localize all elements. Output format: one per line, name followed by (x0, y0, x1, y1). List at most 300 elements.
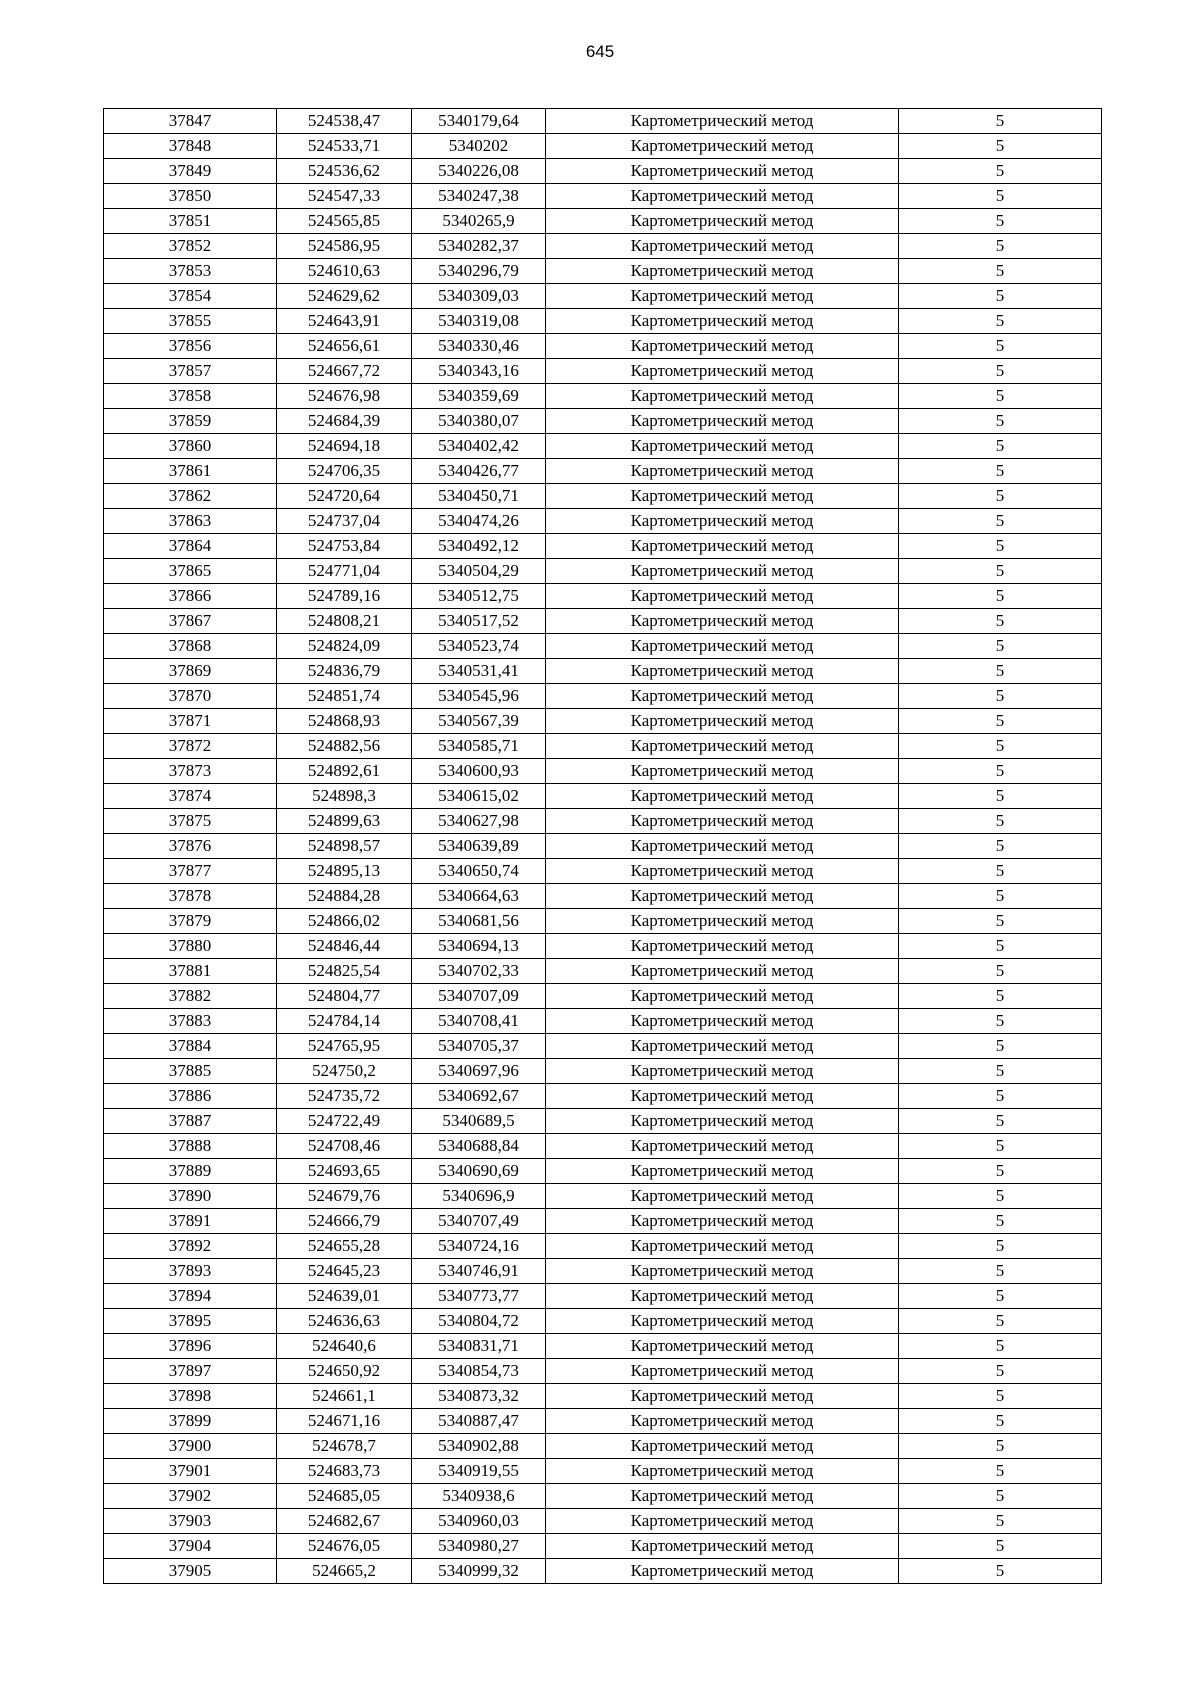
point-number-cell: 37856 (104, 334, 277, 359)
table-row (104, 309, 1102, 334)
point-number-cell: 37885 (104, 1059, 277, 1084)
point-number-cell: 37864 (104, 534, 277, 559)
x-coordinate-cell: 524665,2 (277, 1559, 412, 1584)
method-cell: Картометрический метод (546, 909, 899, 934)
method-cell: Картометрический метод (546, 634, 899, 659)
method-cell: Картометрический метод (546, 684, 899, 709)
point-number-cell: 37902 (104, 1484, 277, 1509)
accuracy-cell: 5 (899, 1009, 1102, 1034)
x-coordinate-cell: 524685,05 (277, 1484, 412, 1509)
table-row (104, 1334, 1102, 1359)
point-number-cell: 37875 (104, 809, 277, 834)
point-number-cell: 37893 (104, 1259, 277, 1284)
accuracy-cell: 5 (899, 709, 1102, 734)
table-row (104, 984, 1102, 1009)
accuracy-cell: 5 (899, 459, 1102, 484)
x-coordinate-cell: 524536,62 (277, 159, 412, 184)
y-coordinate-cell: 5340531,41 (412, 659, 546, 684)
x-coordinate-cell: 524706,35 (277, 459, 412, 484)
point-number-cell: 37900 (104, 1434, 277, 1459)
table-row (104, 1509, 1102, 1534)
method-cell: Картометрический метод (546, 784, 899, 809)
accuracy-cell: 5 (899, 834, 1102, 859)
table-row (104, 284, 1102, 309)
page-number: 645 (585, 42, 615, 61)
point-number-cell: 37858 (104, 384, 277, 409)
method-cell: Картометрический метод (546, 1059, 899, 1084)
coordinates-table (103, 108, 1102, 1584)
method-cell: Картометрический метод (546, 234, 899, 259)
y-coordinate-cell: 5340512,75 (412, 584, 546, 609)
y-coordinate-cell: 5340600,93 (412, 759, 546, 784)
method-cell: Картометрический метод (546, 1559, 899, 1584)
method-cell: Картометрический метод (546, 1459, 899, 1484)
method-cell: Картометрический метод (546, 359, 899, 384)
y-coordinate-cell: 5340343,16 (412, 359, 546, 384)
method-cell: Картометрический метод (546, 134, 899, 159)
method-cell: Картометрический метод (546, 559, 899, 584)
accuracy-cell: 5 (899, 634, 1102, 659)
point-number-cell: 37849 (104, 159, 277, 184)
accuracy-cell: 5 (899, 434, 1102, 459)
accuracy-cell: 5 (899, 909, 1102, 934)
point-number-cell: 37886 (104, 1084, 277, 1109)
table-row (104, 234, 1102, 259)
method-cell: Картометрический метод (546, 834, 899, 859)
x-coordinate-cell: 524671,16 (277, 1409, 412, 1434)
y-coordinate-cell: 5340938,6 (412, 1484, 546, 1509)
method-cell: Картометрический метод (546, 1509, 899, 1534)
accuracy-cell: 5 (899, 484, 1102, 509)
point-number-cell: 37847 (104, 109, 277, 134)
accuracy-cell: 5 (899, 1084, 1102, 1109)
point-number-cell: 37854 (104, 284, 277, 309)
point-number-cell: 37889 (104, 1159, 277, 1184)
y-coordinate-cell: 5340773,77 (412, 1284, 546, 1309)
x-coordinate-cell: 524655,28 (277, 1234, 412, 1259)
table-row (104, 1459, 1102, 1484)
table-row (104, 484, 1102, 509)
accuracy-cell: 5 (899, 559, 1102, 584)
accuracy-cell: 5 (899, 259, 1102, 284)
accuracy-cell: 5 (899, 1284, 1102, 1309)
point-number-cell: 37892 (104, 1234, 277, 1259)
accuracy-cell: 5 (899, 1509, 1102, 1534)
accuracy-cell: 5 (899, 1209, 1102, 1234)
x-coordinate-cell: 524846,44 (277, 934, 412, 959)
table-row (104, 109, 1102, 134)
accuracy-cell: 5 (899, 1184, 1102, 1209)
method-cell: Картометрический метод (546, 534, 899, 559)
accuracy-cell: 5 (899, 184, 1102, 209)
method-cell: Картометрический метод (546, 484, 899, 509)
table-row (104, 1309, 1102, 1334)
table-row (104, 884, 1102, 909)
table-row (104, 1559, 1102, 1584)
accuracy-cell: 5 (899, 959, 1102, 984)
point-number-cell: 37869 (104, 659, 277, 684)
point-number-cell: 37884 (104, 1034, 277, 1059)
x-coordinate-cell: 524547,33 (277, 184, 412, 209)
y-coordinate-cell: 5340359,69 (412, 384, 546, 409)
method-cell: Картометрический метод (546, 384, 899, 409)
y-coordinate-cell: 5340746,91 (412, 1259, 546, 1284)
table-row (104, 159, 1102, 184)
x-coordinate-cell: 524667,72 (277, 359, 412, 384)
method-cell: Картометрический метод (546, 434, 899, 459)
table-row (104, 134, 1102, 159)
table-row (104, 834, 1102, 859)
x-coordinate-cell: 524676,98 (277, 384, 412, 409)
y-coordinate-cell: 5340247,38 (412, 184, 546, 209)
point-number-cell: 37848 (104, 134, 277, 159)
point-number-cell: 37904 (104, 1534, 277, 1559)
point-number-cell: 37850 (104, 184, 277, 209)
method-cell: Картометрический метод (546, 1009, 899, 1034)
y-coordinate-cell: 5340282,37 (412, 234, 546, 259)
table-row (104, 759, 1102, 784)
x-coordinate-cell: 524884,28 (277, 884, 412, 909)
x-coordinate-cell: 524678,7 (277, 1434, 412, 1459)
x-coordinate-cell: 524808,21 (277, 609, 412, 634)
point-number-cell: 37865 (104, 559, 277, 584)
table-row (104, 1034, 1102, 1059)
accuracy-cell: 5 (899, 1059, 1102, 1084)
y-coordinate-cell: 5340179,64 (412, 109, 546, 134)
table-row (104, 709, 1102, 734)
point-number-cell: 37895 (104, 1309, 277, 1334)
x-coordinate-cell: 524565,85 (277, 209, 412, 234)
accuracy-cell: 5 (899, 884, 1102, 909)
y-coordinate-cell: 5340980,27 (412, 1534, 546, 1559)
x-coordinate-cell: 524538,47 (277, 109, 412, 134)
accuracy-cell: 5 (899, 1334, 1102, 1359)
table-row (104, 384, 1102, 409)
method-cell: Картометрический метод (546, 1209, 899, 1234)
y-coordinate-cell: 5340492,12 (412, 534, 546, 559)
table-row (104, 1534, 1102, 1559)
point-number-cell: 37887 (104, 1109, 277, 1134)
x-coordinate-cell: 524765,95 (277, 1034, 412, 1059)
point-number-cell: 37901 (104, 1459, 277, 1484)
x-coordinate-cell: 524899,63 (277, 809, 412, 834)
x-coordinate-cell: 524639,01 (277, 1284, 412, 1309)
table-row (104, 334, 1102, 359)
table-row (104, 734, 1102, 759)
accuracy-cell: 5 (899, 934, 1102, 959)
y-coordinate-cell: 5340523,74 (412, 634, 546, 659)
x-coordinate-cell: 524684,39 (277, 409, 412, 434)
method-cell: Картометрический метод (546, 1159, 899, 1184)
point-number-cell: 37877 (104, 859, 277, 884)
accuracy-cell: 5 (899, 1034, 1102, 1059)
table-row (104, 1434, 1102, 1459)
point-number-cell: 37898 (104, 1384, 277, 1409)
accuracy-cell: 5 (899, 409, 1102, 434)
table-row (104, 459, 1102, 484)
table-row (104, 509, 1102, 534)
point-number-cell: 37868 (104, 634, 277, 659)
point-number-cell: 37882 (104, 984, 277, 1009)
y-coordinate-cell: 5340504,29 (412, 559, 546, 584)
y-coordinate-cell: 5340202 (412, 134, 546, 159)
y-coordinate-cell: 5340567,39 (412, 709, 546, 734)
point-number-cell: 37880 (104, 934, 277, 959)
y-coordinate-cell: 5340309,03 (412, 284, 546, 309)
method-cell: Картометрический метод (546, 1384, 899, 1409)
accuracy-cell: 5 (899, 134, 1102, 159)
accuracy-cell: 5 (899, 859, 1102, 884)
method-cell: Картометрический метод (546, 584, 899, 609)
accuracy-cell: 5 (899, 384, 1102, 409)
method-cell: Картометрический метод (546, 1359, 899, 1384)
y-coordinate-cell: 5340627,98 (412, 809, 546, 834)
method-cell: Картометрический метод (546, 284, 899, 309)
method-cell: Картометрический метод (546, 959, 899, 984)
accuracy-cell: 5 (899, 984, 1102, 1009)
y-coordinate-cell: 5340517,52 (412, 609, 546, 634)
y-coordinate-cell: 5340919,55 (412, 1459, 546, 1484)
y-coordinate-cell: 5340474,26 (412, 509, 546, 534)
accuracy-cell: 5 (899, 284, 1102, 309)
table-row (104, 184, 1102, 209)
table-row (104, 409, 1102, 434)
method-cell: Картометрический метод (546, 409, 899, 434)
table-row (104, 1234, 1102, 1259)
table-row (104, 1359, 1102, 1384)
y-coordinate-cell: 5340873,32 (412, 1384, 546, 1409)
method-cell: Картометрический метод (546, 209, 899, 234)
point-number-cell: 37896 (104, 1334, 277, 1359)
x-coordinate-cell: 524533,71 (277, 134, 412, 159)
method-cell: Картометрический метод (546, 1184, 899, 1209)
accuracy-cell: 5 (899, 1259, 1102, 1284)
y-coordinate-cell: 5340702,33 (412, 959, 546, 984)
y-coordinate-cell: 5340330,46 (412, 334, 546, 359)
x-coordinate-cell: 524682,67 (277, 1509, 412, 1534)
accuracy-cell: 5 (899, 1559, 1102, 1584)
table-row (104, 609, 1102, 634)
accuracy-cell: 5 (899, 1159, 1102, 1184)
table-row (104, 434, 1102, 459)
x-coordinate-cell: 524679,76 (277, 1184, 412, 1209)
y-coordinate-cell: 5340380,07 (412, 409, 546, 434)
accuracy-cell: 5 (899, 659, 1102, 684)
point-number-cell: 37905 (104, 1559, 277, 1584)
y-coordinate-cell: 5340902,88 (412, 1434, 546, 1459)
accuracy-cell: 5 (899, 1384, 1102, 1409)
y-coordinate-cell: 5340650,74 (412, 859, 546, 884)
accuracy-cell: 5 (899, 809, 1102, 834)
point-number-cell: 37878 (104, 884, 277, 909)
x-coordinate-cell: 524868,93 (277, 709, 412, 734)
table-row (104, 1409, 1102, 1434)
point-number-cell: 37883 (104, 1009, 277, 1034)
method-cell: Картометрический метод (546, 859, 899, 884)
y-coordinate-cell: 5340319,08 (412, 309, 546, 334)
x-coordinate-cell: 524735,72 (277, 1084, 412, 1109)
x-coordinate-cell: 524836,79 (277, 659, 412, 684)
y-coordinate-cell: 5340296,79 (412, 259, 546, 284)
method-cell: Картометрический метод (546, 809, 899, 834)
table-row (104, 1159, 1102, 1184)
x-coordinate-cell: 524640,6 (277, 1334, 412, 1359)
y-coordinate-cell: 5340681,56 (412, 909, 546, 934)
x-coordinate-cell: 524753,84 (277, 534, 412, 559)
y-coordinate-cell: 5340887,47 (412, 1409, 546, 1434)
accuracy-cell: 5 (899, 1234, 1102, 1259)
x-coordinate-cell: 524737,04 (277, 509, 412, 534)
method-cell: Картометрический метод (546, 334, 899, 359)
method-cell: Картометрический метод (546, 934, 899, 959)
y-coordinate-cell: 5340804,72 (412, 1309, 546, 1334)
table-row (104, 1009, 1102, 1034)
x-coordinate-cell: 524895,13 (277, 859, 412, 884)
table-row (104, 859, 1102, 884)
table-row (104, 959, 1102, 984)
x-coordinate-cell: 524771,04 (277, 559, 412, 584)
table-row (104, 634, 1102, 659)
accuracy-cell: 5 (899, 784, 1102, 809)
point-number-cell: 37851 (104, 209, 277, 234)
accuracy-cell: 5 (899, 1434, 1102, 1459)
x-coordinate-cell: 524708,46 (277, 1134, 412, 1159)
point-number-cell: 37866 (104, 584, 277, 609)
point-number-cell: 37876 (104, 834, 277, 859)
accuracy-cell: 5 (899, 1109, 1102, 1134)
table-row (104, 1134, 1102, 1159)
x-coordinate-cell: 524804,77 (277, 984, 412, 1009)
accuracy-cell: 5 (899, 1409, 1102, 1434)
point-number-cell: 37852 (104, 234, 277, 259)
point-number-cell: 37853 (104, 259, 277, 284)
method-cell: Картометрический метод (546, 1484, 899, 1509)
x-coordinate-cell: 524824,09 (277, 634, 412, 659)
method-cell: Картометрический метод (546, 259, 899, 284)
accuracy-cell: 5 (899, 734, 1102, 759)
table-row (104, 1059, 1102, 1084)
accuracy-cell: 5 (899, 759, 1102, 784)
method-cell: Картометрический метод (546, 609, 899, 634)
accuracy-cell: 5 (899, 1309, 1102, 1334)
x-coordinate-cell: 524636,63 (277, 1309, 412, 1334)
table-row (104, 1184, 1102, 1209)
x-coordinate-cell: 524750,2 (277, 1059, 412, 1084)
table-row (104, 809, 1102, 834)
method-cell: Картометрический метод (546, 184, 899, 209)
y-coordinate-cell: 5340402,42 (412, 434, 546, 459)
x-coordinate-cell: 524693,65 (277, 1159, 412, 1184)
x-coordinate-cell: 524666,79 (277, 1209, 412, 1234)
method-cell: Картометрический метод (546, 1334, 899, 1359)
accuracy-cell: 5 (899, 1134, 1102, 1159)
table-row (104, 1484, 1102, 1509)
accuracy-cell: 5 (899, 1534, 1102, 1559)
x-coordinate-cell: 524898,57 (277, 834, 412, 859)
method-cell: Картометрический метод (546, 734, 899, 759)
accuracy-cell: 5 (899, 584, 1102, 609)
point-number-cell: 37888 (104, 1134, 277, 1159)
y-coordinate-cell: 5340697,96 (412, 1059, 546, 1084)
method-cell: Картометрический метод (546, 984, 899, 1009)
accuracy-cell: 5 (899, 334, 1102, 359)
method-cell: Картометрический метод (546, 1234, 899, 1259)
y-coordinate-cell: 5340664,63 (412, 884, 546, 909)
point-number-cell: 37903 (104, 1509, 277, 1534)
method-cell: Картометрический метод (546, 109, 899, 134)
table-row (104, 909, 1102, 934)
y-coordinate-cell: 5340707,49 (412, 1209, 546, 1234)
method-cell: Картометрический метод (546, 1109, 899, 1134)
x-coordinate-cell: 524661,1 (277, 1384, 412, 1409)
point-number-cell: 37890 (104, 1184, 277, 1209)
y-coordinate-cell: 5340854,73 (412, 1359, 546, 1384)
x-coordinate-cell: 524722,49 (277, 1109, 412, 1134)
point-number-cell: 37863 (104, 509, 277, 534)
table-row (104, 534, 1102, 559)
point-number-cell: 37872 (104, 734, 277, 759)
x-coordinate-cell: 524898,3 (277, 784, 412, 809)
point-number-cell: 37862 (104, 484, 277, 509)
method-cell: Картометрический метод (546, 509, 899, 534)
table-row (104, 784, 1102, 809)
point-number-cell: 37879 (104, 909, 277, 934)
accuracy-cell: 5 (899, 1459, 1102, 1484)
table-row (104, 1209, 1102, 1234)
method-cell: Картометрический метод (546, 659, 899, 684)
point-number-cell: 37897 (104, 1359, 277, 1384)
accuracy-cell: 5 (899, 309, 1102, 334)
x-coordinate-cell: 524643,91 (277, 309, 412, 334)
y-coordinate-cell: 5340689,5 (412, 1109, 546, 1134)
y-coordinate-cell: 5340999,32 (412, 1559, 546, 1584)
accuracy-cell: 5 (899, 234, 1102, 259)
y-coordinate-cell: 5340226,08 (412, 159, 546, 184)
accuracy-cell: 5 (899, 1359, 1102, 1384)
y-coordinate-cell: 5340831,71 (412, 1334, 546, 1359)
y-coordinate-cell: 5340707,09 (412, 984, 546, 1009)
x-coordinate-cell: 524683,73 (277, 1459, 412, 1484)
accuracy-cell: 5 (899, 684, 1102, 709)
x-coordinate-cell: 524629,62 (277, 284, 412, 309)
x-coordinate-cell: 524676,05 (277, 1534, 412, 1559)
point-number-cell: 37857 (104, 359, 277, 384)
method-cell: Картометрический метод (546, 1409, 899, 1434)
y-coordinate-cell: 5340615,02 (412, 784, 546, 809)
accuracy-cell: 5 (899, 609, 1102, 634)
y-coordinate-cell: 5340724,16 (412, 1234, 546, 1259)
method-cell: Картометрический метод (546, 1284, 899, 1309)
coordinates-table-body (104, 109, 1102, 1584)
point-number-cell: 37859 (104, 409, 277, 434)
point-number-cell: 37860 (104, 434, 277, 459)
method-cell: Картометрический метод (546, 1134, 899, 1159)
method-cell: Картометрический метод (546, 1309, 899, 1334)
accuracy-cell: 5 (899, 109, 1102, 134)
table-row (104, 1259, 1102, 1284)
accuracy-cell: 5 (899, 534, 1102, 559)
accuracy-cell: 5 (899, 209, 1102, 234)
table-row (104, 1109, 1102, 1134)
method-cell: Картометрический метод (546, 459, 899, 484)
table-row (104, 1084, 1102, 1109)
method-cell: Картометрический метод (546, 884, 899, 909)
x-coordinate-cell: 524866,02 (277, 909, 412, 934)
accuracy-cell: 5 (899, 359, 1102, 384)
x-coordinate-cell: 524851,74 (277, 684, 412, 709)
point-number-cell: 37873 (104, 759, 277, 784)
y-coordinate-cell: 5340694,13 (412, 934, 546, 959)
